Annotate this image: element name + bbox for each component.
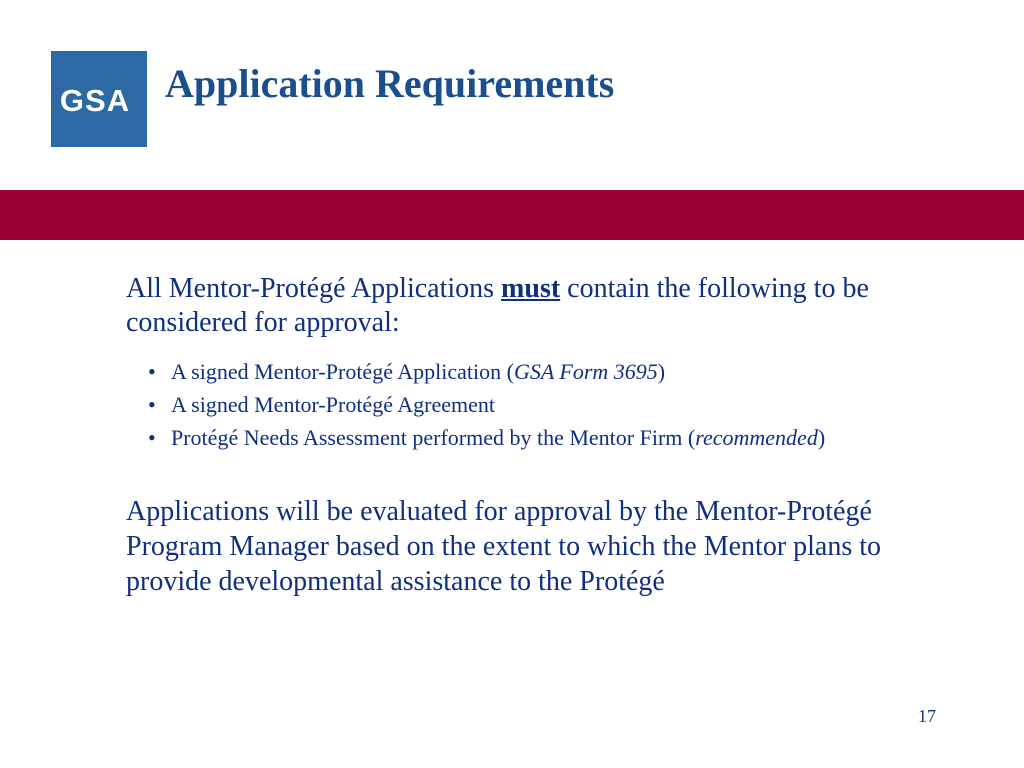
requirement-italic: recommended [695,425,818,450]
list-item [126,391,956,419]
closing-paragraph: Applications will be evaluated for approval by the Mentor-Protégé Program Manager based on the extent to which the Mentor plans to provide developmental assistance to the Protégé [126,496,882,597]
requirements-list [126,358,956,452]
requirement-text: A signed Mentor-Protégé Application ( [171,359,514,384]
bullet-icon: • [148,392,156,417]
requirement-text: A signed Mentor-Protégé Agreement [171,392,495,417]
logo-text: GSA [59,83,131,118]
intro-after: contain the following to be considered for approval: [126,273,869,338]
page-title: Application Requirements [165,61,615,106]
intro-before: All Mentor-Protégé Applications [126,273,502,304]
intro-paragraph [126,272,956,340]
gsa-logo-icon [51,51,147,147]
gsa-logo [51,51,147,147]
requirement-text: Protégé Needs Assessment performed by the Mentor Firm ( [171,425,696,450]
requirement-after: ) [817,425,826,450]
header-band [0,190,1024,240]
bullet-icon: • [148,359,156,384]
requirement-italic: GSA Form 3695 [513,359,658,384]
bullet-icon: • [148,425,156,450]
page-number: 17 [918,706,936,726]
list-item [126,424,956,452]
requirement-after: ) [657,359,666,384]
list-item [126,358,956,386]
slide-content [126,272,956,599]
intro-emphasis: must [501,273,561,304]
